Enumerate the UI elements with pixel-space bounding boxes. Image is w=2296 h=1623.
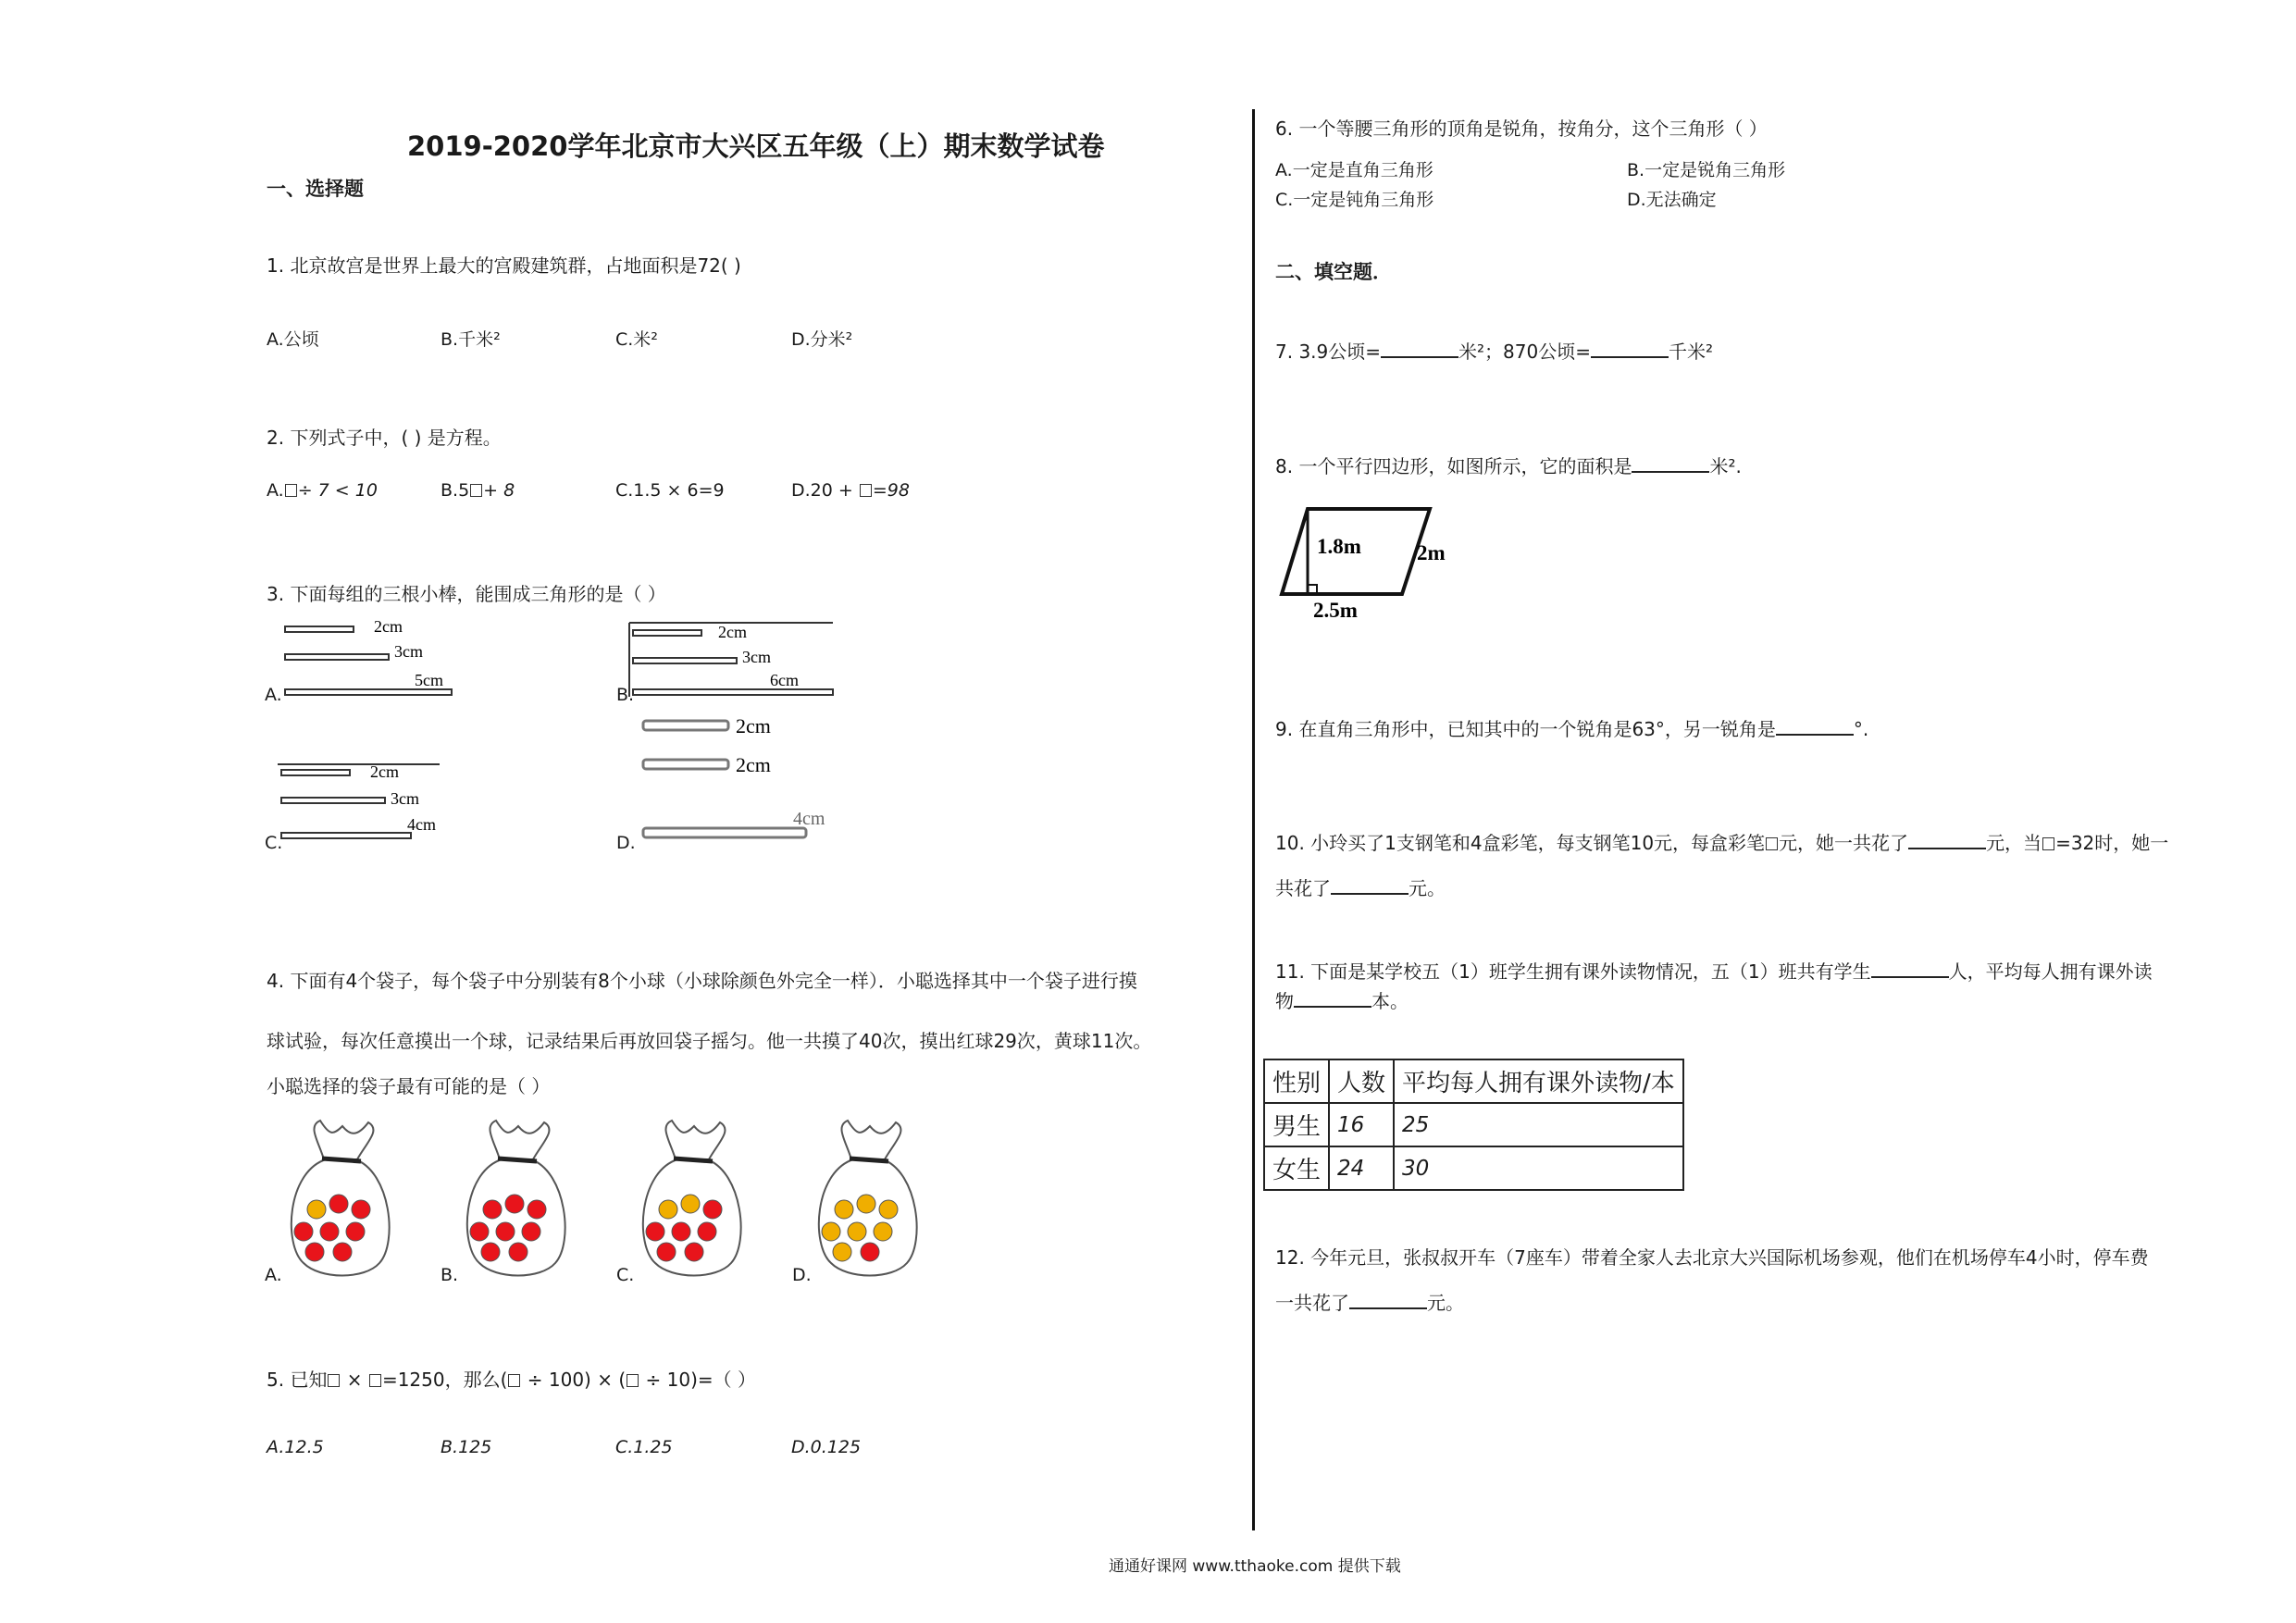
q9-blank[interactable]	[1776, 717, 1854, 736]
table-cell: 男生	[1264, 1103, 1329, 1146]
q10-part-1: 10. 小玲买了1支钢笔和4盒彩笔，每支钢笔10元，每盒彩笔	[1275, 832, 1766, 854]
section-fill-heading: 二、填空题．	[1275, 261, 1392, 283]
yellow-ball	[874, 1222, 892, 1241]
q2-option-a[interactable]	[267, 480, 378, 501]
question-1: 1. 北京故宫是世界上最大的宫殿建筑群，占地面积是72( )	[267, 254, 741, 277]
q12-line2-part-1: 一共花了	[1275, 1292, 1349, 1314]
red-ball	[509, 1243, 527, 1261]
q5-option-c[interactable]: C.1.25	[615, 1437, 673, 1457]
question-9	[1275, 714, 1868, 741]
question-5	[267, 1365, 756, 1392]
footer-credit: 通通好课网 www.tthaoke.com 提供下载	[1109, 1557, 1401, 1576]
q3-option-a[interactable]: A.	[265, 685, 282, 705]
yellow-ball	[681, 1195, 700, 1213]
q6-option-d[interactable]: D.无法确定	[1627, 190, 1717, 210]
question-2: 2. 下列式子中，( ) 是方程。	[267, 427, 502, 449]
parallelogram-base-label: 2.5m	[1313, 599, 1358, 622]
placeholder-box-icon	[1766, 837, 1778, 850]
q6-option-c[interactable]: C.一定是钝角三角形	[1275, 190, 1434, 210]
table-row	[1264, 1146, 1683, 1190]
q8-blank[interactable]	[1632, 454, 1709, 473]
q10-part-4: =32时，她一	[2055, 832, 2169, 854]
q10-line2-part-1: 共花了	[1275, 877, 1331, 899]
placeholder-box-icon	[508, 1374, 520, 1387]
q11-blank-1[interactable]	[1871, 960, 1949, 978]
q2-d-prefix: D.20 +	[791, 480, 859, 501]
table-cell: 25	[1394, 1103, 1683, 1146]
question-4-line-1: 4. 下面有4个袋子，每个袋子中分别装有8个小球（小球除颜色外完全一样）．小聪选择其中一个袋子进行摸	[267, 970, 1137, 992]
question-11-line-2	[1275, 986, 1409, 1013]
sticks-figure-a	[278, 615, 481, 703]
reading-stats-table	[1263, 1059, 1684, 1191]
stick-b-label-2: 3cm	[742, 648, 771, 666]
question-4-line-2: 球试验，每次任意摸出一个球，记录结果后再放回袋子摇匀。他一共摸了40次，摸出红球29次，黄球11次。	[267, 1030, 1152, 1052]
yellow-ball	[835, 1200, 853, 1219]
yellow-ball	[307, 1200, 326, 1219]
q5-part-4: ÷ 100) × (	[521, 1369, 627, 1391]
red-ball	[522, 1222, 540, 1241]
yellow-ball	[833, 1243, 851, 1261]
q2-a-prefix: A.	[267, 480, 284, 501]
yellow-ball	[659, 1200, 677, 1219]
red-ball	[685, 1243, 703, 1261]
table-cell: 16	[1329, 1103, 1394, 1146]
q7-blank-1[interactable]	[1381, 340, 1458, 358]
red-ball	[333, 1243, 352, 1261]
q3-option-d[interactable]: D.	[616, 833, 636, 853]
stick-b-label-3: 6cm	[770, 671, 799, 689]
q12-line2-part-2: 元。	[1427, 1292, 1464, 1314]
q1-option-d[interactable]: D.分米²	[791, 329, 853, 350]
q8-part-2: 米².	[1709, 455, 1742, 477]
q2-option-b[interactable]	[441, 480, 515, 501]
q7-part-2: 米²；870公顷=	[1458, 341, 1591, 363]
stick-b-label-1: 2cm	[718, 623, 747, 641]
question-4-line-3: 小聪选择的袋子最有可能的是（ ）	[267, 1075, 551, 1097]
table-cell: 女生	[1264, 1146, 1329, 1190]
red-ball	[527, 1200, 546, 1219]
q3-option-c[interactable]: C.	[265, 833, 283, 853]
q3-option-b[interactable]: B.	[616, 685, 635, 705]
page-title: 2019-2020学年北京市大兴区五年级（上）期末数学试卷	[407, 130, 1105, 162]
q9-part-1: 9. 在直角三角形中，已知其中的一个锐角是63°，另一锐角是	[1275, 718, 1776, 740]
placeholder-box-icon	[2042, 837, 2054, 850]
q4-option-b[interactable]: B.	[441, 1265, 459, 1285]
stick-d-label-2: 2cm	[736, 753, 771, 776]
q9-part-2: °.	[1853, 718, 1869, 740]
q5-part-2: ×	[341, 1369, 368, 1391]
q7-part-1: 7. 3.9公顷=	[1275, 341, 1382, 363]
red-ball	[646, 1222, 664, 1241]
q1-option-a[interactable]: A.公顷	[267, 329, 319, 350]
yellow-ball	[848, 1222, 866, 1241]
table-cell: 30	[1394, 1146, 1683, 1190]
red-ball	[483, 1200, 502, 1219]
red-ball	[329, 1195, 348, 1213]
ball-bag-d	[805, 1115, 935, 1282]
q7-part-3: 千米²	[1668, 341, 1713, 363]
red-ball	[305, 1243, 324, 1261]
placeholder-box-icon	[369, 1374, 381, 1387]
q2-option-c[interactable]: C.1.5 × 6=9	[615, 480, 725, 501]
red-ball	[470, 1222, 489, 1241]
red-ball	[496, 1222, 515, 1241]
question-12-line-2	[1275, 1288, 1464, 1315]
stick-d-label-1: 2cm	[736, 714, 771, 737]
q2-b-expr: + 8	[483, 480, 515, 501]
red-ball	[320, 1222, 339, 1241]
q11-line2-part-2: 本。	[1371, 990, 1409, 1012]
stick-a-label-1: 2cm	[374, 617, 403, 636]
red-ball	[481, 1243, 500, 1261]
q10-line2-part-2: 元。	[1409, 877, 1446, 899]
placeholder-box-icon	[285, 484, 297, 497]
q4-option-c[interactable]: C.	[616, 1265, 635, 1285]
parallelogram-height-label: 1.8m	[1317, 535, 1361, 558]
red-ball	[505, 1195, 524, 1213]
red-ball	[703, 1200, 722, 1219]
ball-bag-b	[453, 1115, 583, 1282]
red-ball	[672, 1222, 690, 1241]
q2-a-expr: ÷ 7 < 10	[297, 480, 378, 501]
q6-option-b[interactable]: B.一定是锐角三角形	[1627, 160, 1786, 180]
sticks-figure-b	[622, 615, 844, 703]
stick-c-label-1: 2cm	[370, 762, 399, 781]
q7-blank-2[interactable]	[1591, 340, 1669, 358]
table-header-cell: 性别	[1264, 1059, 1329, 1103]
red-ball	[294, 1222, 313, 1241]
red-ball	[861, 1243, 879, 1261]
q11-part-2: 人，平均每人拥有课外读	[1948, 960, 2153, 983]
red-ball	[657, 1243, 676, 1261]
sticks-figure-c	[278, 759, 453, 847]
question-11-line-1	[1275, 957, 2153, 984]
q4-option-a[interactable]: A.	[265, 1265, 282, 1285]
q10-blank-1[interactable]	[1908, 831, 1986, 849]
q4-option-d[interactable]: D.	[792, 1265, 812, 1285]
q6-option-a[interactable]: A.一定是直角三角形	[1275, 160, 1433, 180]
q8-part-1: 8. 一个平行四边形，如图所示，它的面积是	[1275, 455, 1632, 477]
stick-d-label-3: 4cm	[793, 809, 825, 829]
table-header-cell: 平均每人拥有课外读物/本	[1394, 1059, 1683, 1103]
question-10-line-2	[1275, 873, 1446, 900]
q5-part-5: ÷ 10)=（ ）	[639, 1369, 756, 1391]
question-3: 3. 下面每组的三根小棒，能围成三角形的是（ ）	[267, 583, 666, 605]
yellow-ball	[857, 1195, 875, 1213]
stick-a-label-3: 5cm	[415, 671, 443, 689]
q11-part-1: 11. 下面是某学校五（1）班学生拥有课外读物情况，五（1）班共有学生	[1275, 960, 1871, 983]
q11-line2-part-1: 物	[1275, 990, 1294, 1012]
ball-bag-c	[629, 1115, 759, 1282]
q5-part-1: 5. 已知	[267, 1369, 328, 1391]
placeholder-box-icon	[328, 1374, 340, 1387]
question-8	[1275, 452, 1742, 478]
section-choice-heading: 一、选择题	[267, 178, 364, 200]
q10-part-3: 元，当	[1986, 832, 2042, 854]
q1-option-b[interactable]: B.千米²	[441, 329, 501, 350]
placeholder-box-icon	[470, 484, 482, 497]
q11-blank-2[interactable]	[1294, 989, 1371, 1008]
table-header-cell: 人数	[1329, 1059, 1394, 1103]
table-cell: 24	[1329, 1146, 1394, 1190]
parallelogram-figure	[1272, 500, 1458, 629]
table-row	[1264, 1103, 1683, 1146]
q5-part-3: =1250，那么(	[381, 1369, 508, 1391]
column-divider	[1252, 109, 1255, 1530]
q5-option-a[interactable]: A.12.5	[267, 1437, 324, 1457]
ball-bag-a	[278, 1115, 407, 1282]
red-ball	[352, 1200, 370, 1219]
yellow-ball	[822, 1222, 840, 1241]
q10-blank-2[interactable]	[1331, 876, 1409, 895]
stick-c-label-3: 4cm	[407, 815, 436, 834]
q12-blank[interactable]	[1349, 1291, 1427, 1309]
placeholder-box-icon	[860, 484, 872, 497]
question-6: 6. 一个等腰三角形的顶角是锐角，按角分，这个三角形（ ）	[1275, 118, 1768, 140]
q5-option-b[interactable]: B.125	[441, 1437, 492, 1457]
q5-option-d[interactable]: D.0.125	[791, 1437, 862, 1457]
placeholder-box-icon	[627, 1374, 639, 1387]
yellow-ball	[879, 1200, 898, 1219]
q1-option-c[interactable]: C.米²	[615, 329, 658, 350]
red-ball	[346, 1222, 365, 1241]
stick-c-label-2: 3cm	[391, 789, 419, 808]
q10-part-2: 元，她一共花了	[1779, 832, 1909, 854]
stick-a-label-2: 3cm	[394, 642, 423, 661]
red-ball	[698, 1222, 716, 1241]
question-12-line-1: 12. 今年元旦，张叔叔开车（7座车）带着全家人去北京大兴国际机场参观，他们在机场停车4小时，停车费	[1275, 1246, 2149, 1269]
parallelogram-side-label: 2m	[1417, 541, 1446, 564]
sticks-figure-d	[634, 708, 838, 847]
table-header-row	[1264, 1059, 1683, 1103]
q2-b-prefix: B.5	[441, 480, 470, 501]
q2-option-d[interactable]	[791, 480, 910, 501]
question-10-line-1	[1275, 828, 2168, 855]
q2-d-expr: =98	[872, 480, 910, 501]
question-7	[1275, 337, 1713, 364]
